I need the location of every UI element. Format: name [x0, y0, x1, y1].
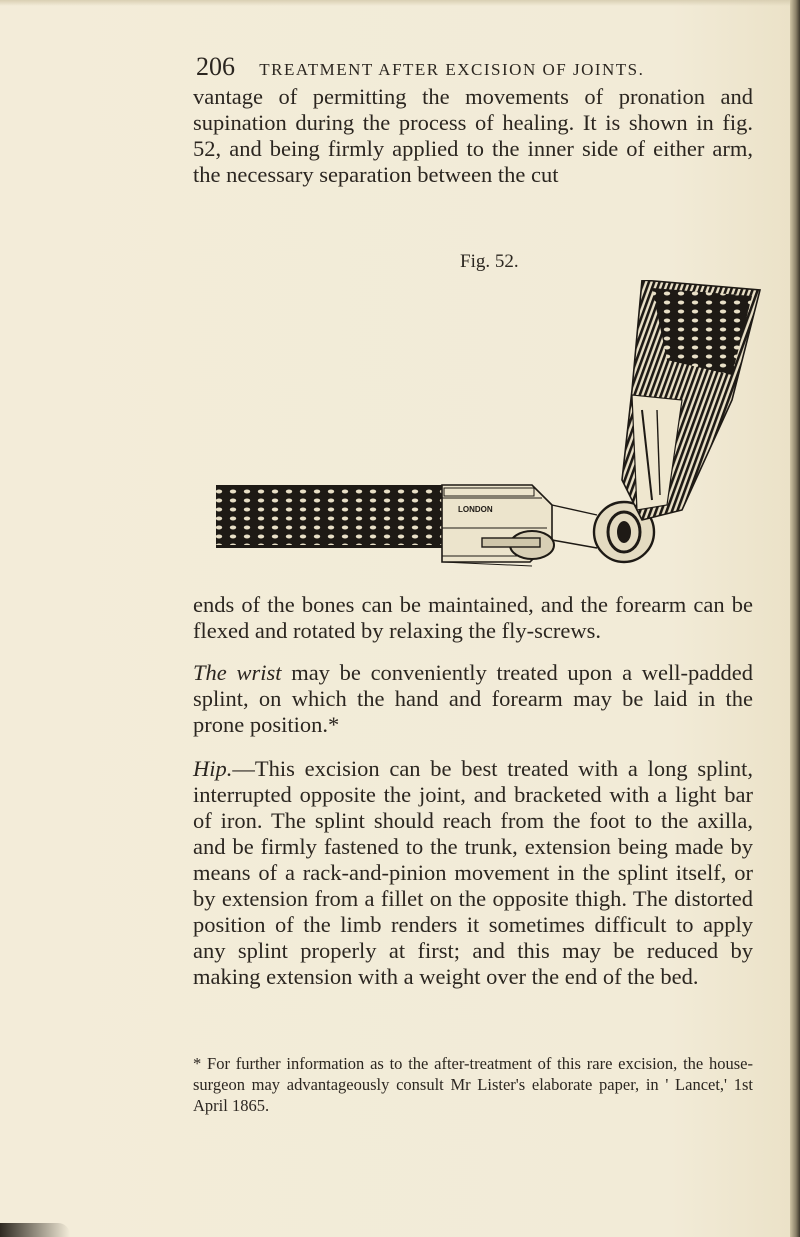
upper-arm-splint — [622, 280, 760, 520]
footnote: * For further information as to the after-treatment of this rare excision, the house-surgeon may advantageously consult Mr Lister's elaborate paper, in ' Lancet,' 1st April 1865. — [193, 1054, 753, 1115]
corner-shadow — [0, 1223, 70, 1237]
page-number: 206 — [196, 52, 235, 81]
paragraph-wrist — [193, 660, 753, 738]
paragraph-1-text: vantage of permitting the movements of pronation and supination during the process of healing. It is shown in fig. 52, and being firmly applied to the inner side of either arm, the necessary separation between the cut — [193, 84, 753, 187]
paragraph-2-text: ends of the bones can be maintained, and the forearm can be flexed and rotated by relaxing the fly-screws. — [193, 592, 753, 643]
wrist-heading: The wrist — [193, 660, 282, 685]
hip-heading: Hip. — [193, 756, 233, 781]
figure-label: Fig. 52. — [460, 251, 519, 272]
paragraph-hip-text — [193, 756, 753, 990]
forearm-splint — [216, 485, 552, 566]
book-spine-edge — [790, 0, 800, 1237]
hip-body: —This excision can be best treated with a long splint, interrupted opposite the joint, and bracketed with a light bar of iron. The splint should reach from the foot to the axilla, and be firmly fastened to the trunk, extension being made by means of a rack-and-pinion movement in the splint itself, or by extension from a fillet on the opposite thigh. The distorted position of the limb renders it sometimes difficult to apply any splint properly at first; and this may be reduced by making extension with a weight over the end of the bed. — [193, 756, 753, 989]
splint-drawing — [212, 280, 772, 600]
paragraph-1 — [193, 84, 753, 188]
page-header — [196, 52, 716, 82]
paragraph-hip — [193, 756, 753, 990]
splint-illustration — [212, 280, 772, 600]
maker-mark: LONDON — [458, 505, 493, 514]
paragraph-wrist-text — [193, 660, 753, 738]
paragraph-2 — [193, 592, 753, 644]
running-title: TREATMENT AFTER EXCISION OF JOINTS. — [259, 60, 645, 79]
page-top-edge — [0, 0, 790, 6]
wrist-body: may be conveniently treated upon a well-padded splint, on which the hand and forearm may be laid in the prone position.* — [193, 660, 753, 737]
